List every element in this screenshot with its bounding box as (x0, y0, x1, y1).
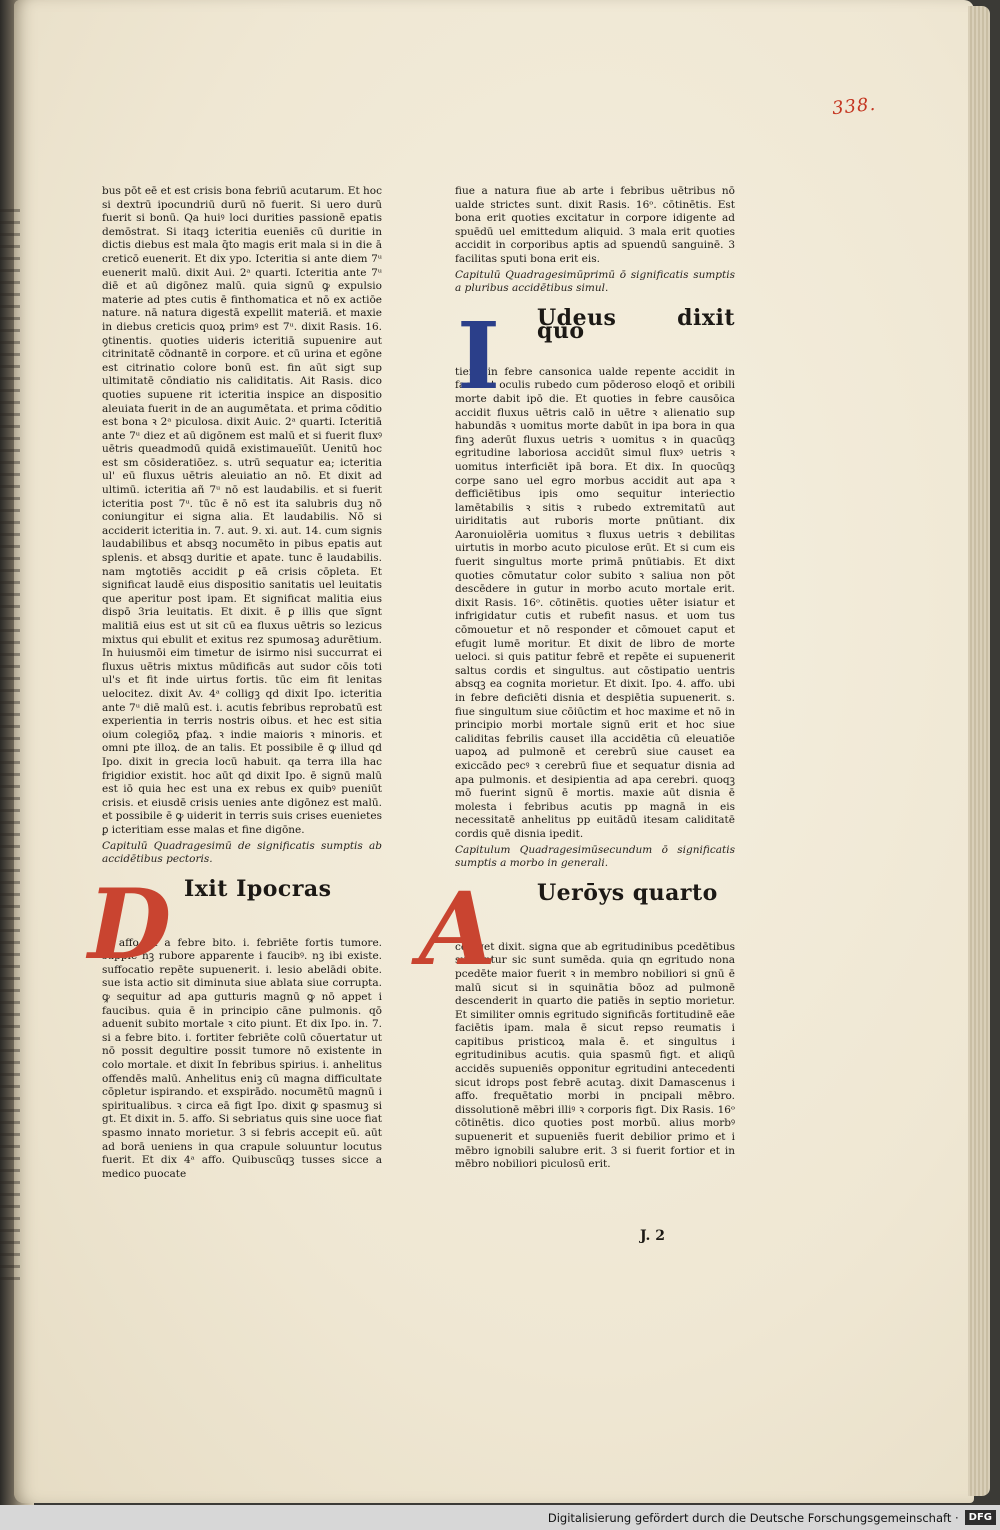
incipit-text: Uerōys quarto (537, 879, 718, 906)
signature-mark: J. 2 (640, 1228, 666, 1244)
chapter-heading-42: Capitulum Quadragesimūsecundum ō significatis sumptis a morbo in generali. (455, 843, 735, 870)
decorated-initial-i: I (457, 301, 501, 410)
right-column (419, 185, 735, 1174)
decorated-initial-d: D (88, 867, 172, 981)
chapter-heading-41: Capitulū Quadragesimūprimū ō significatis sumptis a pluribus accidētibus simul. (455, 268, 735, 295)
chapter-heading-40: Capitulū Quadragesimū de significatis sumptis ab accidētibus pectoris. (102, 839, 382, 866)
incipit-text: Udeus dixit quo (537, 304, 735, 345)
incipit-iudeus (455, 301, 735, 410)
left-paragraph: bus pōt eē et est crisis bona febriū acutarum. Et hoc si dextrū ipocundriū durū nō fuerit. Si uero durū fuerit si bonū. Qa huiꝰ loci durities passionē epatis demōstrat. Si itaqꝫ icteritia eueniēs cū duritie in dictis diebus est mala q̄to magis erit mala si in die ā creticō euenerit. Et dix ypo. Icteritia si ante diem 7ᵘ euenerit malū. dixit Aui. 2ᵃ quarti. Icteritia ante 7ᵘ diē et aū digōnez malū. quia signū ꝙ expulsio materie ad ptes cutis ē finthomatica et nō ex actiōe nature. nā natura digestā expellit materiā. et maxie in diebus creticis quoꝝ primꝰ est 7ᵘ. dixit Rasis. 16. ꝯtinentis. quoties uideris icteritiā supuenire aut citrinitatē cōdnantē in corpore. et cū urina et egōne est citrinatio colore bonū est. fin aūt sigt sup ultimitatē cōndiatio nis caliditatis. Ait Rasis. dico quoties supuene rit icteritia inspice an dispositio aleuiata fuerit in de an augumētata. et prima cōditio est bona ꝛ 2ᵃ piculosa. dixit Auic. 2ᵃ quarti. Icteritiā ante 7ᵘ diez et aū digōnem est malū et si fuerit fluxꝰ uētris queadmodū quidā existimaueīūt. Uenitū hoc est sm cōsideratiōez. s. utrū sequatur ea; icteritia ul' eū fluxus uētris aleuiatio an nō. Et dixit ad ultimū. icteritia añ 7ᵘ nō est laudabilis. et si fuerit icteritia post 7ᵘ. tūc ē nō est ita salubris duꝫ nō coniungitur ei signa alia. Et laudabilis. Nō si acciderit icteritia in. 7. aut. 9. xi. aut. 14. cum signis laudabilibus et absqꝫ nocumēto in pibus epatis aut splenis. et absqꝫ duritie et apate. tunc ē laudabilis. nam mꝯtotiēs accidit ꝑ eā crisis cōpleta. Et significat laudē eius dispositio sanitatis uel leuitatis que aperitur post ipam. Et significat malitia eius dispō 3ria leuitatis. Et dixit. ē ꝑ illis que sīgnt malitiā eius est ut sit cū ea fluxus uētris so lezicus mixtus qui ebulit et exitus rez spumosaꝫ adurētium. In huiusmōi eim timetur de isirmo nisi succurrat ei fluxus uētris mixtus mūdificās aut sudor cōis toti ul's et fit inde uirtus fortis. tūc eim fit lenitas uelocitez. dixit Av. 4ᵃ colligꝫ qd dixit Ipo. icteritia ante 7ᵘ diē malū est. i. acutis febribus reprobatū est experientia in terris nostris oibus. et hec est sitia oium colegiōꝝ pfaꝝ. ꝛ indie maioris ꝛ minoris. et omni pte illoꝝ. de an talis. Et possibile ē ꝙ illud qd Ipo. dixit in grecia locū habuit. qa terra illa hac frigidior existit. hoc aūt qd dixit Ipo. ē signū malū est iō quia hec est una ex rebus ex quibꝰ pueniūt crisis. et eiusdē crisis uenies ante digōnez est malū. et possibile ē ꝙ uiderit in terris suis crises euenietes ꝑ icteritiam esse malas et fine digōne. (102, 185, 382, 836)
left-column (88, 185, 382, 1183)
dfg-logo-icon[interactable]: DFG (965, 1510, 996, 1525)
incipit-averoys (419, 869, 735, 988)
incipit-text: Ixit Ipocras (184, 875, 332, 902)
footer-credit: Digitalisierung gefördert durch die Deutsche Forschungsgemeinschaft · (547, 1510, 959, 1525)
incipit-dixit (88, 867, 382, 981)
footer-bar (0, 1505, 1000, 1530)
left-body-text: 4. affo. si a febre bito. i. febriēte fortis tumore. supple nꝫ rubore apparente i faucibꝰ. nꝫ ibi existe. suffocatio repēte supuenerit. i. lesio abelādi obite. sue ista actio sit diminuta siue ablata siue corrupta. ꝙ sequitur ad apa gutturis magnū ꝙ nō appet i faucibus. quia ē in principio cāne pulmonis. qō aduenit subito mortale ꝛ cito piunt. Et dix Ipo. in. 7. si a febre bito. i. fortiter febriēte colū cōuertatur ut nō possit degultire possit tumore nō existente in colo mortale. et dixit In febribus spirius. i. anhelitus offendēs malū. Anhelitus eniꝫ cū magna difficultate cōpletur ispirando. et exspirādo. nocumētū magnū i spiritualibus. ꝛ circa eā figt Ipo. dixit ꝙ spasmuꝫ si gt. Et dixit in. 5. affo. Si sebriatus quis sine uoce fiat spasmo innato morietur. 3 si febris accepit eū. aūt ad borā ueniens in qua crapule soluuntur locutus fuerit. Et dix 4ᵃ affo. Quibuscūqꝫ tusses sicce a medico puocate (102, 936, 382, 1180)
right-paragraph: fiue a natura fiue ab arte i febribus uētribus nō ualde strictes sunt. dixit Rasis. 16ᵒ. cōtinētis. Est bona erit quoties excitatur in corpore idigente ad spuēdū uel emittedum aliquid. 3 mala erit quoties accidit in corporibus aptis ad spuendū sanguinē. 3 facilitas sputi bona erit eis. (455, 185, 735, 265)
decorated-initial-a: A (419, 869, 497, 988)
facing-page-fragment (0, 200, 20, 1280)
right-body-text-2: colliget dixit. signa que ab egritudinibus pcedētibus sumuntur sic sunt sumēda. quia qn egritudo nona pcedēte maior fuerit ꝛ in membro nobiliori si gnū ē malū sicut si in squinātia bōoz ad pulmonē descenderit in quarto die patiēs in septio morietur. Et similiter omnis egritudo significās fortitudinē eāe faciētis ipam. mala ē sicut repso reumatis i capitibus pristicoꝝ mala ē. et singultus i egritudinibus acutis. quia spasmū figt. et aliqū accidēs supueniēs opponitur egritudini antecedenti sicut idrops post febrē acutaꝫ. dixit Damascenus i affo. frequētatio morbi in pncipali mēbro. dissolutionē mēbri illiꝰ ꝛ corporis figt. Dix Rasis. 16ᵒ cōtinētis. dico quoties post morbū. alius morbꝰ supuenerit et supueniēs fuerit debilior primo et i mēbro ignobili salubre erit. 3 si fuerit fortior et in mēbro nobiliori piculosū erit. (455, 940, 735, 1171)
right-body-text-1: tiens in febre cansonica ualde repente accidit in facie et oculis rubedo cum pōderoso eloqō et oribili morte dabit ipō die. Et quoties in febre causōica accidit fluxus uētris calō in uētre ꝛ alienatio sup habundās ꝛ uomitus morte dabūt in ipa bora in qua finꝫ aderūt fluxus uetris ꝛ uomitus ꝛ in quacūqꝫ egritudine laboriosa accidūt simul fluxꝰ uetris ꝛ uomitus interficiēt ipā bora. Et dix. In quocūqꝫ corpe sano uel egro morbus accidit aut apa ꝛ defficiētibus ipis omo sequitur interiectio lamētabilis ꝛ sitis ꝛ rubedo extremitatū aut uiriditatis aut ruboris morte pnūtiant. dix Aaronuiolēria uomitus ꝛ fluxus uetris ꝛ debilitas uirtutis in morbo acuto piculose erūt. Et si cum eis fuerit singultus morte primā pnūtiabis. Et dixt quoties cōmutatur color subito ꝛ saliua non pōt descēdere in gutur in morbo acuto mortale erit. dixit Rasis. 16ᵒ. cōtinētis. quoties uēter isiatur et infrigidatur cutis et rubefit nasus. et uom tus cōmouetur et nō responder et cōmouet caput et efugit lumē moritur. Et dixit de libro de morte ueloci. si quis patitur febrē et repēte ei supuenerit saltus cordis et singultus. aut cōstipatio uentris absqꝫ ea cognita morietur. Et dixit. Ipo. 4. affo. ubi in febre deficiēti disnia et despiētia supuenerit. s. fiue singultum siue cōiūctim et hoc maxime et nō in principio morbi mortale signū erit et hoc siue caliditas febrilis causet illa accidētia cū eleuatiōe uapoꝝ ad pulmonē et cerebrū siue causet ea exiccādo pecꝰ ꝛ cerebrū fiue et sequatur disnia ad apa pulmonis. et desipientia ad apa cerebri. quoqꝫ mō fuerint signū ē mortis. maxie aūt disnia ē molesta i febribus acutis pp magnā in eis necessitatē anhelitus pp euitādū itesam caliditatē cordis quē disnia ipedit. (455, 365, 735, 840)
folio-number: 338. (831, 93, 878, 120)
page-stack-edge (968, 6, 990, 1496)
